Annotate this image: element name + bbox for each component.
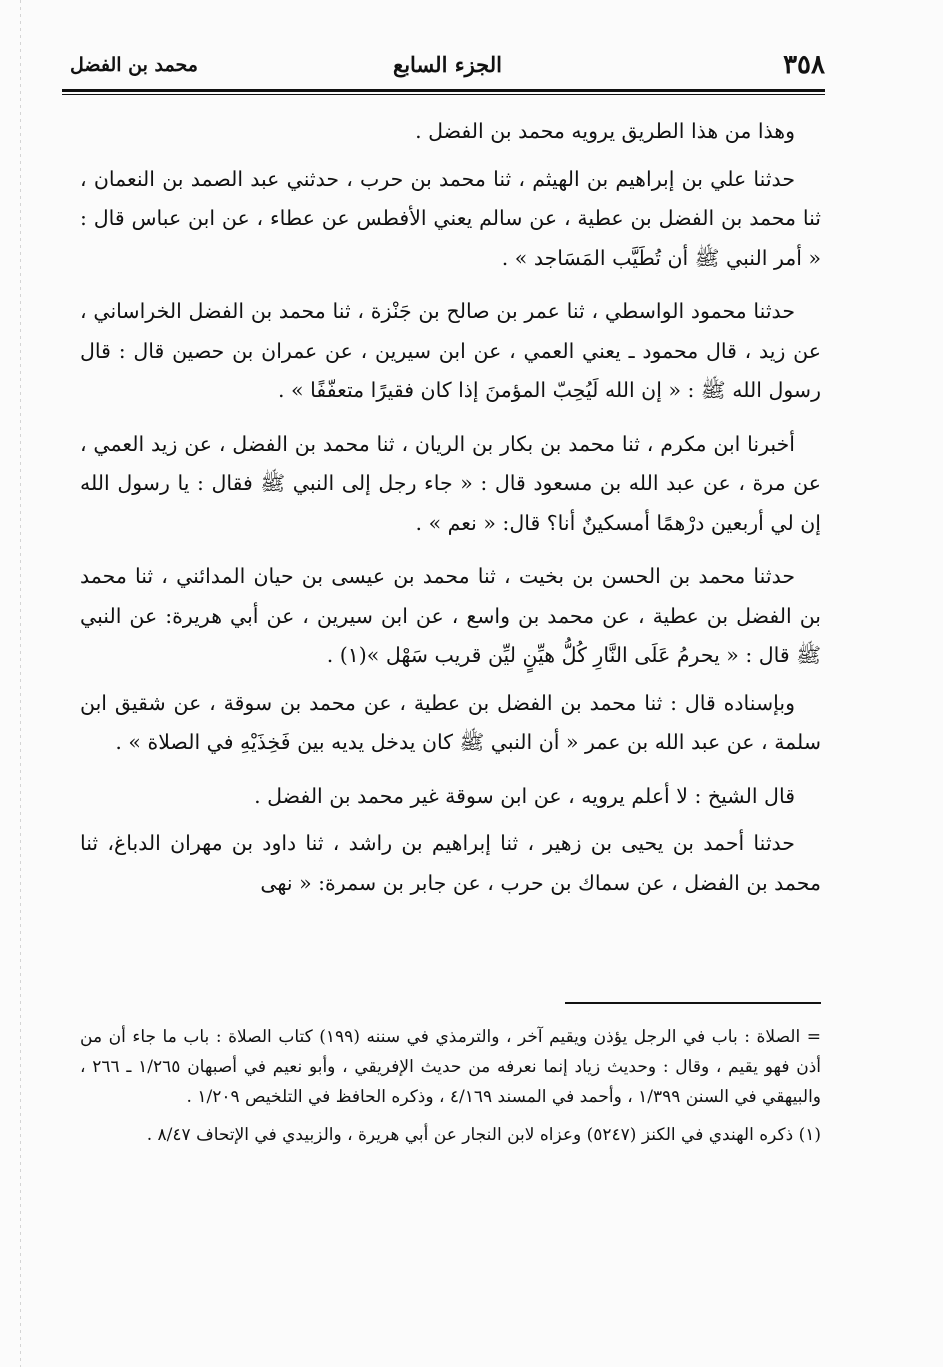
page-number: ٣٥٨ — [783, 50, 825, 80]
paragraph: حدثنا محمد بن الحسن بن بخيت ، ثنا محمد بن عيسى بن حيان المدائني ، ثنا محمد بن الفضل بن عطية ، عن محمد بن واسع ، عن ابن سيرين ، عن أبي هريرة: عن النبي ﷺ قال : « يحرمُ عَلَى النَّارِ كُلُّ هيِّنٍ ليِّن قريب سَهْل »(١) . — [80, 564, 821, 667]
scan-edge-line — [20, 0, 21, 1367]
paragraph: أخبرنا ابن مكرم ، ثنا محمد بن بكار بن الريان ، ثنا محمد بن الفضل ، عن زيد العمي ، عن مرة ، عن عبد الله بن مسعود قال : « جاء رجل إلى النبي ﷺ فقال : يا رسول الله إن لي أربعين درْهمًا أمسكينٌ أنا؟ قال: « نعم » . — [80, 431, 822, 535]
chapter-name: محمد بن الفضل — [70, 54, 198, 76]
footnote-separator — [565, 1002, 821, 1004]
footnotes — [80, 1022, 821, 1162]
paragraph: وهذا من هذا الطريق يرويه محمد بن الفضل . — [415, 119, 795, 143]
paragraph: وبإسناده قال : ثنا محمد بن الفضل بن عطية ، عن محمد بن سوقة ، عن شقيق ابن سلمة ، عن عبد الله بن عمر « أن النبي ﷺ كان يدخل يديه بين فَخِذَيْهِ في الصلاة » . — [80, 690, 821, 754]
main-text — [80, 112, 821, 917]
paragraph: حدثنا علي بن إبراهيم بن الهيثم ، ثنا محمد بن حرب ، حدثني عبد الصمد بن النعمان ، ثنا محمد بن الفضل بن عطية ، عن سالم يعني الأفطس عن عطاء ، عن ابن عباس قال : « أمر النبي ﷺ أن تُطَيَّب المَسَاجد » . — [80, 166, 821, 270]
paragraph: حدثنا محمود الواسطي ، ثنا عمر بن صالح بن جَنْزة ، ثنا محمد بن الفضل الخراساني ، عن زيد ، قال محمود ـ يعني العمي ، عن ابن سيرين ، عن عمران بن حصين قال : قال رسول الله ﷺ : « إن الله لَيُحِبّ المؤمنَ إذا كان فقيرًا متعفّفًا » . — [80, 299, 821, 402]
footnote: (١) ذكره الهندي في الكنز (٥٢٤٧) وعزاه لابن النجار عن أبي هريرة ، والزبيدي في الإتحاف ٨/٤٧ . — [146, 1125, 821, 1145]
header-rule — [62, 89, 825, 92]
running-header — [70, 50, 825, 90]
header-rule-thin — [62, 94, 825, 95]
paragraph: حدثنا أحمد بن يحيى بن زهير ، ثنا إبراهيم بن راشد ، ثنا داود بن مهران الدباغ، ثنا محمد بن الفضل ، عن سماك بن حرب ، عن جابر بن سمرة: « نهى — [80, 831, 821, 895]
paragraph: قال الشيخ : لا أعلم يرويه ، عن ابن سوقة غير محمد بن الفضل . — [254, 783, 795, 808]
footnote: = الصلاة : باب في الرجل يؤذن ويقيم آخر ، والترمذي في سننه (١٩٩) كتاب الصلاة : باب ما جاء أن من أذن فهو يقيم ، وقال : وحديث زياد إنما نعرفه من حديث الإفريقي ، وأبو نعيم في أصبهان ١/٢٦٥ ـ ٢٦٦ ، والبيهقي في السنن ١/٣٩٩ ، وأحمد في المسند ٤/١٦٩ ، وذكره الحافظ في التلخيص ١/٢٠٩ . — [80, 1027, 821, 1107]
part-title: الجزء السابع — [393, 52, 502, 77]
